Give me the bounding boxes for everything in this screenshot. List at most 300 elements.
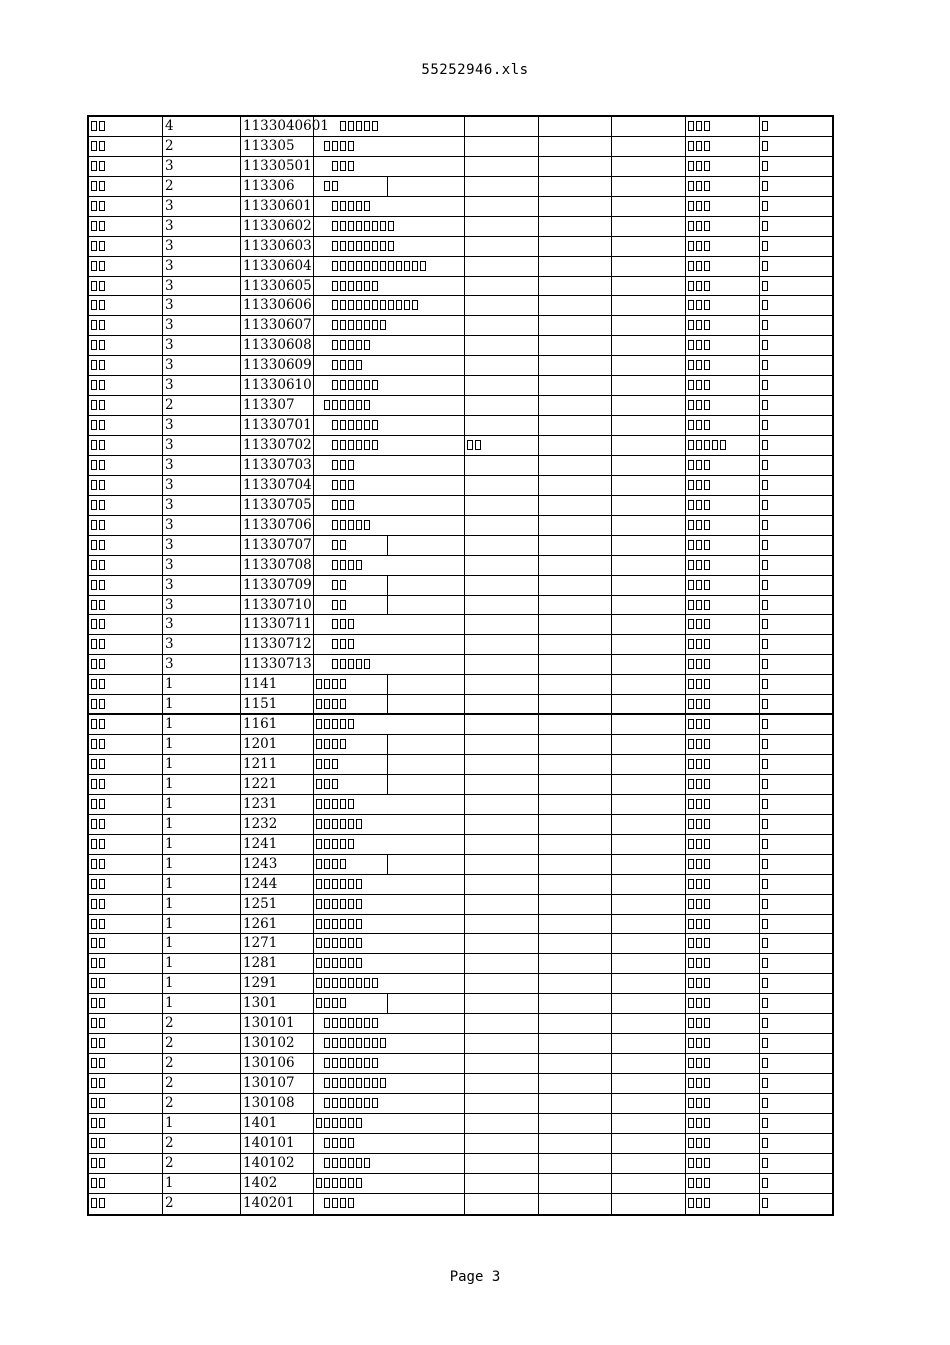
column-7-cell[interactable] [612,755,686,774]
column-6-cell[interactable] [539,436,612,455]
column-7-cell[interactable] [612,735,686,754]
level-cell[interactable] [163,237,241,256]
level-cell[interactable] [163,436,241,455]
column-6-cell[interactable] [539,1054,612,1073]
column-5-cell[interactable] [465,536,539,555]
direction-cell[interactable] [686,835,760,854]
type-cell[interactable] [89,296,163,315]
direction-cell[interactable] [686,1194,760,1214]
code-cell[interactable] [241,695,314,713]
name-cell[interactable] [314,1154,465,1173]
type-cell[interactable] [89,875,163,894]
code-cell[interactable] [241,1194,314,1214]
level-cell[interactable] [163,1094,241,1113]
column-7-cell[interactable] [612,855,686,874]
column-6-cell[interactable] [539,795,612,814]
flag-cell[interactable] [760,217,832,236]
flag-cell[interactable] [760,1074,832,1093]
column-5-cell[interactable] [465,576,539,595]
direction-cell[interactable] [686,137,760,156]
level-cell[interactable] [163,1034,241,1053]
column-6-cell[interactable] [539,875,612,894]
level-cell[interactable] [163,875,241,894]
direction-cell[interactable] [686,536,760,555]
column-7-cell[interactable] [612,895,686,914]
direction-cell[interactable] [686,1094,760,1113]
type-cell[interactable] [89,336,163,355]
column-5-cell[interactable] [465,1094,539,1113]
flag-cell[interactable] [760,615,832,634]
column-6-cell[interactable] [539,296,612,315]
level-cell[interactable] [163,655,241,674]
type-cell[interactable] [89,835,163,854]
column-5-cell[interactable] [465,1034,539,1053]
level-cell[interactable] [163,576,241,595]
column-6-cell[interactable] [539,934,612,953]
type-cell[interactable] [89,755,163,774]
column-7-cell[interactable] [612,117,686,136]
flag-cell[interactable] [760,496,832,515]
code-cell[interactable] [241,257,314,276]
flag-cell[interactable] [760,376,832,395]
column-5-cell[interactable] [465,217,539,236]
column-5-cell[interactable] [465,237,539,256]
level-cell[interactable] [163,296,241,315]
name-cell[interactable] [314,895,465,914]
column-7-cell[interactable] [612,316,686,335]
column-5-cell[interactable] [465,1114,539,1133]
column-5-cell[interactable] [465,117,539,136]
level-cell[interactable] [163,1154,241,1173]
column-6-cell[interactable] [539,755,612,774]
type-cell[interactable] [89,775,163,794]
name-cell[interactable] [314,1134,465,1153]
column-7-cell[interactable] [612,1174,686,1193]
flag-cell[interactable] [760,296,832,315]
column-6-cell[interactable] [539,556,612,575]
column-5-cell[interactable] [465,635,539,654]
name-cell[interactable] [314,476,465,495]
column-5-cell[interactable] [465,1194,539,1214]
code-cell[interactable] [241,994,314,1013]
name-cell[interactable] [314,536,465,555]
type-cell[interactable] [89,954,163,973]
level-cell[interactable] [163,755,241,774]
column-7-cell[interactable] [612,715,686,734]
column-7-cell[interactable] [612,536,686,555]
column-5-cell[interactable] [465,556,539,575]
direction-cell[interactable] [686,715,760,734]
direction-cell[interactable] [686,1134,760,1153]
name-cell[interactable] [314,715,465,734]
column-6-cell[interactable] [539,954,612,973]
column-7-cell[interactable] [612,635,686,654]
type-cell[interactable] [89,695,163,713]
name-cell[interactable] [314,1174,465,1193]
column-5-cell[interactable] [465,197,539,216]
level-cell[interactable] [163,1114,241,1133]
column-7-cell[interactable] [612,197,686,216]
code-cell[interactable] [241,137,314,156]
column-6-cell[interactable] [539,596,612,615]
name-cell[interactable] [314,117,465,136]
column-6-cell[interactable] [539,536,612,555]
level-cell[interactable] [163,137,241,156]
column-7-cell[interactable] [612,137,686,156]
name-cell[interactable] [314,675,465,694]
name-cell[interactable] [314,954,465,973]
name-cell[interactable] [314,815,465,834]
level-cell[interactable] [163,277,241,296]
code-cell[interactable] [241,416,314,435]
column-5-cell[interactable] [465,815,539,834]
column-7-cell[interactable] [612,835,686,854]
code-cell[interactable] [241,217,314,236]
level-cell[interactable] [163,197,241,216]
type-cell[interactable] [89,396,163,415]
column-6-cell[interactable] [539,1074,612,1093]
column-6-cell[interactable] [539,735,612,754]
column-6-cell[interactable] [539,416,612,435]
direction-cell[interactable] [686,954,760,973]
flag-cell[interactable] [760,994,832,1013]
column-7-cell[interactable] [612,775,686,794]
type-cell[interactable] [89,1134,163,1153]
direction-cell[interactable] [686,735,760,754]
column-6-cell[interactable] [539,137,612,156]
direction-cell[interactable] [686,1074,760,1093]
flag-cell[interactable] [760,695,832,713]
column-5-cell[interactable] [465,915,539,934]
direction-cell[interactable] [686,1054,760,1073]
code-cell[interactable] [241,376,314,395]
column-5-cell[interactable] [465,456,539,475]
column-6-cell[interactable] [539,974,612,993]
name-cell[interactable] [314,1194,465,1214]
name-cell[interactable] [314,396,465,415]
type-cell[interactable] [89,376,163,395]
column-7-cell[interactable] [612,1114,686,1133]
flag-cell[interactable] [760,1054,832,1073]
direction-cell[interactable] [686,217,760,236]
column-7-cell[interactable] [612,416,686,435]
type-cell[interactable] [89,556,163,575]
flag-cell[interactable] [760,655,832,674]
direction-cell[interactable] [686,775,760,794]
column-5-cell[interactable] [465,157,539,176]
column-6-cell[interactable] [539,1114,612,1133]
flag-cell[interactable] [760,815,832,834]
flag-cell[interactable] [760,556,832,575]
code-cell[interactable] [241,635,314,654]
name-cell[interactable] [314,596,465,615]
type-cell[interactable] [89,237,163,256]
flag-cell[interactable] [760,1134,832,1153]
direction-cell[interactable] [686,675,760,694]
type-cell[interactable] [89,1014,163,1033]
flag-cell[interactable] [760,1154,832,1173]
code-cell[interactable] [241,336,314,355]
type-cell[interactable] [89,735,163,754]
column-7-cell[interactable] [612,934,686,953]
column-7-cell[interactable] [612,615,686,634]
type-cell[interactable] [89,1054,163,1073]
level-cell[interactable] [163,855,241,874]
column-6-cell[interactable] [539,915,612,934]
flag-cell[interactable] [760,356,832,375]
flag-cell[interactable] [760,516,832,535]
column-6-cell[interactable] [539,1134,612,1153]
column-5-cell[interactable] [465,1174,539,1193]
flag-cell[interactable] [760,1194,832,1214]
level-cell[interactable] [163,1174,241,1193]
name-cell[interactable] [314,635,465,654]
level-cell[interactable] [163,994,241,1013]
type-cell[interactable] [89,496,163,515]
flag-cell[interactable] [760,576,832,595]
code-cell[interactable] [241,735,314,754]
column-6-cell[interactable] [539,396,612,415]
direction-cell[interactable] [686,257,760,276]
column-6-cell[interactable] [539,994,612,1013]
direction-cell[interactable] [686,994,760,1013]
code-cell[interactable] [241,915,314,934]
type-cell[interactable] [89,277,163,296]
type-cell[interactable] [89,1074,163,1093]
level-cell[interactable] [163,476,241,495]
name-cell[interactable] [314,376,465,395]
direction-cell[interactable] [686,1114,760,1133]
column-7-cell[interactable] [612,1074,686,1093]
code-cell[interactable] [241,974,314,993]
level-cell[interactable] [163,456,241,475]
level-cell[interactable] [163,596,241,615]
column-5-cell[interactable] [465,735,539,754]
name-cell[interactable] [314,1054,465,1073]
code-cell[interactable] [241,615,314,634]
code-cell[interactable] [241,576,314,595]
code-cell[interactable] [241,1014,314,1033]
column-5-cell[interactable] [465,516,539,535]
code-cell[interactable] [241,1114,314,1133]
direction-cell[interactable] [686,476,760,495]
name-cell[interactable] [314,974,465,993]
type-cell[interactable] [89,675,163,694]
column-6-cell[interactable] [539,257,612,276]
level-cell[interactable] [163,376,241,395]
column-7-cell[interactable] [612,177,686,196]
code-cell[interactable] [241,855,314,874]
column-6-cell[interactable] [539,356,612,375]
column-6-cell[interactable] [539,775,612,794]
direction-cell[interactable] [686,915,760,934]
flag-cell[interactable] [760,675,832,694]
direction-cell[interactable] [686,615,760,634]
column-7-cell[interactable] [612,556,686,575]
column-6-cell[interactable] [539,336,612,355]
direction-cell[interactable] [686,117,760,136]
name-cell[interactable] [314,855,465,874]
column-7-cell[interactable] [612,456,686,475]
level-cell[interactable] [163,775,241,794]
column-7-cell[interactable] [612,815,686,834]
name-cell[interactable] [314,994,465,1013]
code-cell[interactable] [241,296,314,315]
column-6-cell[interactable] [539,496,612,515]
column-7-cell[interactable] [612,396,686,415]
code-cell[interactable] [241,516,314,535]
column-7-cell[interactable] [612,296,686,315]
column-6-cell[interactable] [539,715,612,734]
direction-cell[interactable] [686,237,760,256]
code-cell[interactable] [241,476,314,495]
direction-cell[interactable] [686,755,760,774]
flag-cell[interactable] [760,715,832,734]
type-cell[interactable] [89,177,163,196]
column-6-cell[interactable] [539,855,612,874]
column-5-cell[interactable] [465,895,539,914]
column-5-cell[interactable] [465,277,539,296]
name-cell[interactable] [314,356,465,375]
code-cell[interactable] [241,316,314,335]
type-cell[interactable] [89,416,163,435]
column-6-cell[interactable] [539,237,612,256]
level-cell[interactable] [163,795,241,814]
name-cell[interactable] [314,934,465,953]
code-cell[interactable] [241,954,314,973]
code-cell[interactable] [241,715,314,734]
type-cell[interactable] [89,974,163,993]
name-cell[interactable] [314,1114,465,1133]
column-6-cell[interactable] [539,516,612,535]
level-cell[interactable] [163,1074,241,1093]
type-cell[interactable] [89,356,163,375]
code-cell[interactable] [241,815,314,834]
type-cell[interactable] [89,257,163,276]
name-cell[interactable] [314,695,465,713]
column-6-cell[interactable] [539,217,612,236]
type-cell[interactable] [89,655,163,674]
name-cell[interactable] [314,1094,465,1113]
column-7-cell[interactable] [612,476,686,495]
name-cell[interactable] [314,416,465,435]
name-cell[interactable] [314,516,465,535]
name-cell[interactable] [314,157,465,176]
code-cell[interactable] [241,1134,314,1153]
column-5-cell[interactable] [465,655,539,674]
column-5-cell[interactable] [465,177,539,196]
direction-cell[interactable] [686,277,760,296]
direction-cell[interactable] [686,875,760,894]
direction-cell[interactable] [686,815,760,834]
code-cell[interactable] [241,197,314,216]
code-cell[interactable] [241,237,314,256]
name-cell[interactable] [314,316,465,335]
level-cell[interactable] [163,516,241,535]
column-7-cell[interactable] [612,1134,686,1153]
type-cell[interactable] [89,855,163,874]
name-cell[interactable] [314,735,465,754]
flag-cell[interactable] [760,436,832,455]
flag-cell[interactable] [760,974,832,993]
column-7-cell[interactable] [612,1194,686,1214]
name-cell[interactable] [314,655,465,674]
column-5-cell[interactable] [465,137,539,156]
flag-cell[interactable] [760,316,832,335]
code-cell[interactable] [241,496,314,515]
column-5-cell[interactable] [465,1054,539,1073]
column-5-cell[interactable] [465,436,539,455]
code-cell[interactable] [241,1054,314,1073]
level-cell[interactable] [163,915,241,934]
column-7-cell[interactable] [612,336,686,355]
column-6-cell[interactable] [539,655,612,674]
direction-cell[interactable] [686,336,760,355]
type-cell[interactable] [89,137,163,156]
flag-cell[interactable] [760,536,832,555]
column-5-cell[interactable] [465,1014,539,1033]
column-7-cell[interactable] [612,1054,686,1073]
level-cell[interactable] [163,954,241,973]
flag-cell[interactable] [760,137,832,156]
flag-cell[interactable] [760,954,832,973]
flag-cell[interactable] [760,635,832,654]
column-6-cell[interactable] [539,197,612,216]
flag-cell[interactable] [760,456,832,475]
flag-cell[interactable] [760,1094,832,1113]
direction-cell[interactable] [686,436,760,455]
name-cell[interactable] [314,197,465,216]
flag-cell[interactable] [760,416,832,435]
direction-cell[interactable] [686,496,760,515]
name-cell[interactable] [314,177,465,196]
code-cell[interactable] [241,536,314,555]
type-cell[interactable] [89,516,163,535]
level-cell[interactable] [163,157,241,176]
direction-cell[interactable] [686,157,760,176]
flag-cell[interactable] [760,735,832,754]
column-7-cell[interactable] [612,795,686,814]
level-cell[interactable] [163,1054,241,1073]
column-6-cell[interactable] [539,456,612,475]
name-cell[interactable] [314,496,465,515]
level-cell[interactable] [163,217,241,236]
type-cell[interactable] [89,1194,163,1214]
direction-cell[interactable] [686,855,760,874]
name-cell[interactable] [314,237,465,256]
code-cell[interactable] [241,795,314,814]
column-5-cell[interactable] [465,795,539,814]
type-cell[interactable] [89,994,163,1013]
column-7-cell[interactable] [612,915,686,934]
code-cell[interactable] [241,277,314,296]
column-7-cell[interactable] [612,496,686,515]
column-5-cell[interactable] [465,615,539,634]
column-5-cell[interactable] [465,336,539,355]
level-cell[interactable] [163,556,241,575]
column-7-cell[interactable] [612,675,686,694]
direction-cell[interactable] [686,376,760,395]
flag-cell[interactable] [760,596,832,615]
column-7-cell[interactable] [612,596,686,615]
level-cell[interactable] [163,815,241,834]
direction-cell[interactable] [686,596,760,615]
direction-cell[interactable] [686,934,760,953]
code-cell[interactable] [241,835,314,854]
level-cell[interactable] [163,1014,241,1033]
direction-cell[interactable] [686,1034,760,1053]
name-cell[interactable] [314,336,465,355]
